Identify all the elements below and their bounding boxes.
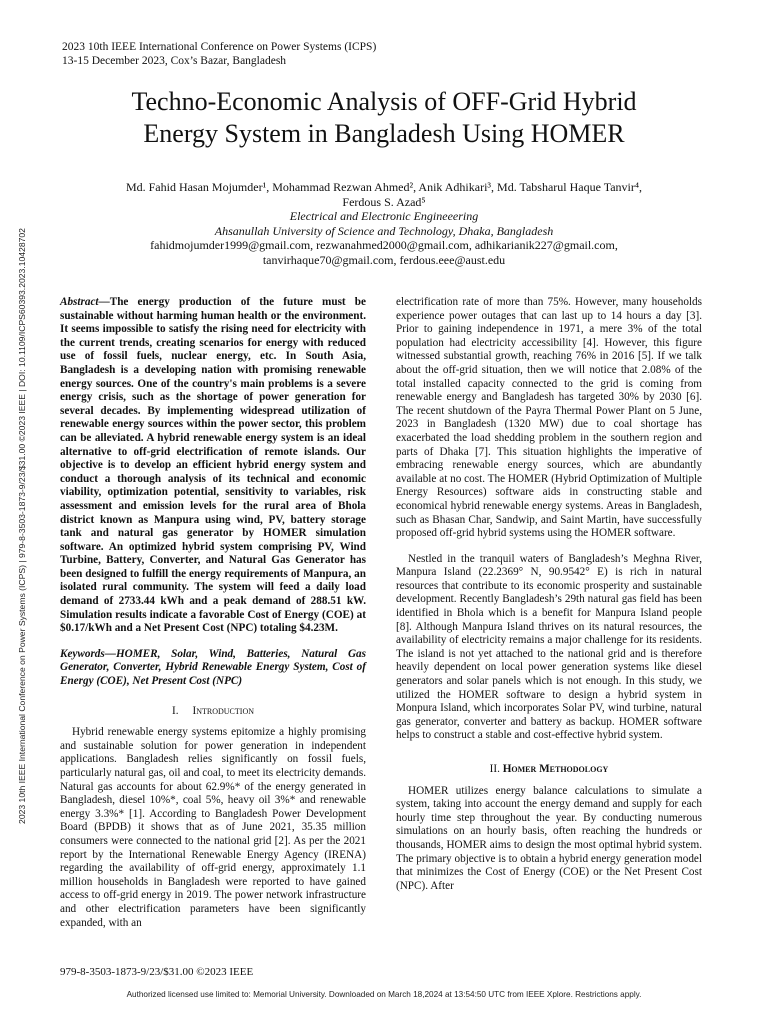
- title-line-2: Energy System in Bangladesh Using HOMER: [143, 119, 625, 148]
- copyright-footer: 979-8-3503-1873-9/23/$31.00 ©2023 IEEE: [60, 966, 254, 978]
- department: Electrical and Electronic Engineeering: [289, 209, 479, 223]
- emails-1: fahidmojumder1999@gmail.com, rezwanahmed2000@gmail.com, adhikarianik227@gmail.com,: [150, 238, 618, 252]
- abstract-text: —The energy production of the future must be sustainable without harming human health or the environment. It seems impossible to satisfy the rising need for electricity with the current trends, creating scenarios for energy with reduced use of fossil fuels, nuclear energy, etc. In South Asia, Bangladesh is a developing nation with promising renewable energy sources. One of the country's main problems is a severe energy crisis, such as the shortage of power generation for several decades. By implementing widespread utilization of renewable energy sources within the power sector, this problem can be alleviated. A hybrid renewable energy system is an ideal alternative to off-grid electrification of remote islands. Our objective is to develop an efficient hybrid energy system and conduct a thorough analysis of its technical and economic viability, optimization potential, sensitivity to variables, risk assessment and emission levels for the rural area of Bhola district known as Manpura using wind, PV, battery storage tank and natural gas generator by HOMER simulation software. An optimized hybrid system comprising PV, Wind Turbine, Battery, Converter, and Natural Gas Generator has been designed to fulfill the energy requirements of Manpura, an isolated rural community. The system will feed a daily load demand of 2733.44 kWh and a peak demand of 288.51 kW. Simulation results indicate a favorable Cost of Energy (COE) at $0.17/kWh and a Net Present Cost (NPC) totaling $4.23M.: [60, 296, 366, 635]
- section-number: II.: [489, 763, 500, 775]
- paper-title: [40, 86, 728, 150]
- intro-paragraph-1: Hybrid renewable energy systems epitomize a highly promising and sustainable solution for power generation in independent applications. Bangladesh relies significantly on fossil fuels, particularly natural gas, oil and coal, to meet its electricity demands. Natural gas accounts for about 62.9%* of the energy generated in Bangladesh, diesel 10%*, coal 5%, heavy oil 3%* and renewable energy 3.3%* [1]. According to Bangladesh Power Development Board (BPDB) it shows that as of June 2021, 35.35 million consumers were connected to the national grid [2]. As per the 2021 report by the International Renewable Energy Agency (IRENA) regarding the availability of off-grid energy, approximately 1.1 million households in Bangladesh were reported to have gained access to off-grid energy in 2019. The power network infrastructure and other electrification parameters have been significantly expanded, with an: [60, 726, 366, 929]
- section-heading-homer: [396, 763, 702, 777]
- author-block: [60, 180, 708, 267]
- conference-name: 2023 10th IEEE International Conference on Power Systems (ICPS): [62, 41, 377, 53]
- left-column: [60, 296, 366, 930]
- conference-dates: 13-15 December 2023, Cox’s Bazar, Bangladesh: [62, 55, 287, 67]
- keywords: Keywords—HOMER, Solar, Wind, Batteries, Natural Gas Generator, Converter, Hybrid Renewable Energy System, Cost of Energy (COE), Net Present Cost (NPC): [60, 647, 366, 688]
- section-heading-introduction: [60, 705, 366, 719]
- title-line-1: Techno-Economic Analysis of OFF-Grid Hybrid: [131, 87, 637, 116]
- intro-paragraph-1-continued: electrification rate of more than 75%. However, many households experience power outages that can last up to 14 hours a day [3]. Prior to gaining independence in 1971, a mere 3% of the total population had electricity accessibility [4]. However, this figure witnessed substantial growth, reaching 76% in 2016 [5]. If we talk about the off-grid situation, then we will notice that 2.08% of the total installed capacity connected to the grid is coming from renewable energy and Bangladesh has targeted 30% by 2030 [6]. The recent shutdown of the Payra Thermal Power Plant on 5 June, 2023 in Bangladesh (1320 MW) due to coal shortage has exacerbated the load shedding problem in the southern region and parts of Dhaka [7]. This situation highlights the imperative of embracing renewable energy sources, which are abundantly available at no cost. The HOMER (Hybrid Optimization of Multiple Energy Resources) software aids in constructing stable and economical hybrid renewable energy systems. Areas in Bangladesh, such as Bhasan Char, Sandwip, and Saint Martin, have successfully proposed off-grid hybrid systems using the HOMER software.: [396, 296, 702, 540]
- author-names-1: Md. Fahid Hasan Mojumder¹, Mohammad Rezwan Ahmed², Anik Adhikari³, Md. Tabsharul Haque Tanvir⁴,: [125, 180, 643, 194]
- section-title: Homer Methodology: [502, 763, 609, 775]
- doi-sidebar: [10, 206, 34, 846]
- section-title: Introduction: [192, 704, 254, 717]
- emails-2: tanvirhaque70@gmail.com, ferdous.eee@aust.edu: [262, 252, 506, 267]
- conference-header: [62, 40, 376, 68]
- intro-paragraph-2: Nestled in the tranquil waters of Bangladesh’s Meghna River, Manpura Island (22.2369° N, 90.9542° E) is rich in natural resources that contribute to its economic prosperity and sustainable development. Recently Bangladesh’s 29th natural gas field has been identified in Bhola which is a benefit for Manpura Island people [8]. Although Manpura Island thrives on its natural resources, the availability of electricity remains a major challenge for its residents. The island is not yet attached to the national grid and is therefore heavily dependent on local power generation systems like diesel generators and solar panels which is not enough. In this study, we utilized the HOMER software to design a hybrid system in Monpura Island, which incorporates Solar PV, wind turbine, natural gas generator, converter and battery as backup. HOMER software helps to construct a stable and cost-effective hybrid system.: [396, 552, 702, 742]
- section-number: I.: [171, 704, 179, 717]
- abstract: [60, 296, 366, 636]
- author-names-2: Ferdous S. Azad⁵: [342, 194, 426, 209]
- doi-sidebar-text: 2023 10th IEEE International Conference on Power Systems (ICPS) | 979-8-3503-1873-9/23/$31.00 ©2023 IEEE | DOI: 10.1109/ICPS60393.2023.10428702: [17, 228, 27, 824]
- abstract-label: Abstract: [60, 296, 99, 308]
- right-column: [396, 296, 702, 893]
- homer-paragraph-1: HOMER utilizes energy balance calculations to simulate a system, taking into account the energy demand and supply for each hourly time step throughout the year. By conducting numerous simulations on an hourly basis, often reaching the hundreds or thousands, HOMER aims to design the most optimal hybrid system. The primary objective is to obtain a hybrid energy generation model that minimizes the Cost of Energy (COE) or the Net Present Cost (NPC). After: [396, 784, 702, 892]
- license-notice: Authorized licensed use limited to: Memorial University. Downloaded on March 18,2024 at 13:54:50 UTC from IEEE Xplore. Restrictions apply.: [126, 990, 642, 999]
- university: Ahsanullah University of Science and Technology, Dhaka, Bangladesh: [214, 223, 554, 238]
